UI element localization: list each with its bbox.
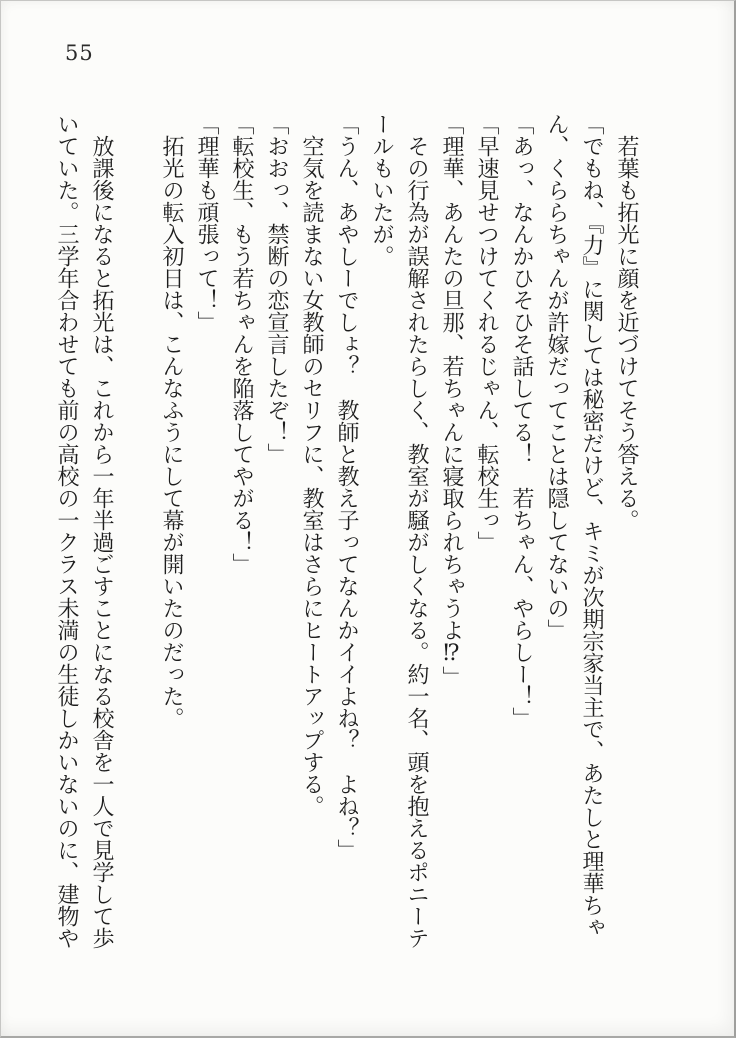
text-line: 若葉も拓光に顔を近づけてそう答える。 <box>614 113 639 531</box>
text-line: 「転校生、もう若ちゃんを陥落してやがる！」 <box>229 113 254 575</box>
text-line: その行為が誤解されたらしく、教室が騒がしくなる。約一名、頭を抱えるポニーテ <box>404 113 429 949</box>
page-number: 55 <box>65 41 94 65</box>
text-line: いていた。三学年合わせても前の高校の一クラス未満の生徒しかいないのに、建物や <box>54 113 79 949</box>
text-line: 拓光の転入初日は、こんなふうにして幕が開いたのだった。 <box>159 113 184 729</box>
text-line: 「理華も頑張って！」 <box>194 113 219 333</box>
text-line: 「早速見せつけてくれるじゃん、転校生っ」 <box>474 113 499 553</box>
text-line-blank <box>119 113 154 993</box>
text-line: 「理華、あんたの旦那、若ちゃんに寝取られちゃうよ⁉」 <box>439 113 464 688</box>
text-line: 「うん、あやしーでしょ？ 教師と教え子ってなんかイイよね？ よね？」 <box>334 113 359 861</box>
text-line: 「あっ、なんかひそひそ話してる！ 若ちゃん、やらしー！」 <box>509 113 534 729</box>
text-line: ールもいたが。 <box>369 113 394 267</box>
text-line: 「おおっ、禁断の恋宣言したぞ！」 <box>264 113 289 465</box>
text-line: 放課後になると拓光は、これから一年半過ごすことになる校舎を一人で見学して歩 <box>89 113 114 949</box>
body-text <box>49 113 644 993</box>
text-line: 空気を読まない女教師のセリフに、教室はさらにヒートアップする。 <box>299 113 324 817</box>
text-line: ん、くららちゃんが許嫁だってことは隠してないの」 <box>544 113 569 641</box>
text-line: 「でもね、『力』に関しては秘密だけど、キミが次期宗家当主で、あたしと理華ちゃ <box>579 113 604 938</box>
